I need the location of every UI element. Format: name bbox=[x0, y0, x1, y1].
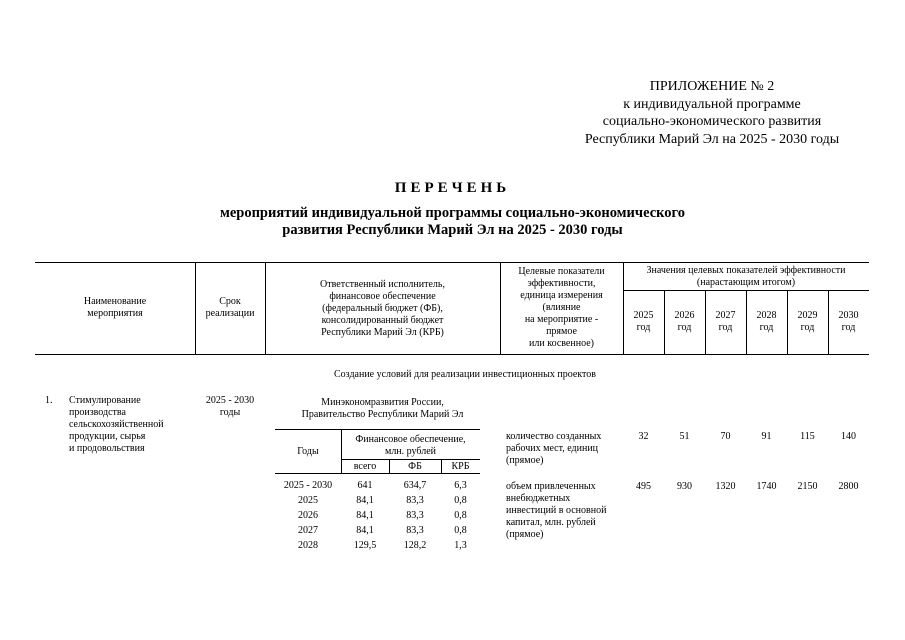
header-values bbox=[623, 265, 869, 289]
row-name-line: продукции, сырья bbox=[69, 431, 146, 442]
subtitle-line-2: развития Республики Марий Эл на 2025 - 2030 годы bbox=[282, 222, 623, 238]
finance-row-total: 84,1 bbox=[356, 510, 374, 521]
indicator-text-line: внебюджетных bbox=[506, 493, 571, 504]
finance-row-fb: 634,7 bbox=[403, 480, 427, 491]
document-title: ПЕРЕЧЕНЬ bbox=[394, 180, 511, 196]
row-period-line: 2025 - 2030 bbox=[205, 395, 255, 406]
indicator-text-line: инвестиций в основной bbox=[506, 505, 607, 516]
header-indicators-line: эффективности, bbox=[527, 278, 596, 289]
header-name-line: Наименование bbox=[83, 296, 147, 307]
finance-row-krb: 0,8 bbox=[454, 510, 467, 521]
finance-row-fb: 128,2 bbox=[403, 540, 427, 551]
header-year-value: 2030 bbox=[838, 310, 859, 321]
finance-row-fb: 83,3 bbox=[406, 510, 424, 521]
header-indicators bbox=[500, 266, 623, 350]
finance-header-total: всего bbox=[353, 461, 377, 472]
indicator-value: 930 bbox=[677, 481, 692, 492]
indicator-text-line: объем привлеченных bbox=[506, 481, 596, 492]
header-period-line: реализации bbox=[205, 308, 255, 319]
finance-header-funding-line: млн. рублей bbox=[384, 446, 437, 457]
header-indicators-line: на мероприятие - bbox=[524, 314, 599, 325]
finance-header-bottom bbox=[275, 473, 480, 474]
section-title: Создание условий для реализации инвестиционных проектов bbox=[334, 369, 596, 380]
finance-row-krb: 0,8 bbox=[454, 495, 467, 506]
finance-row-fb: 83,3 bbox=[406, 525, 424, 536]
indicator-text-line: количество созданных bbox=[506, 431, 602, 442]
header-period-line: Срок bbox=[219, 296, 241, 307]
indicator-text bbox=[506, 431, 622, 467]
row-name-line: производства bbox=[69, 407, 126, 418]
table-top-border bbox=[35, 262, 869, 263]
header-year-value: 2026 bbox=[674, 310, 695, 321]
header-indicators-line: (влияние bbox=[542, 302, 581, 313]
header-year-word: год bbox=[636, 322, 651, 333]
indicator-text-line: рабочих мест, единиц bbox=[506, 443, 599, 454]
header-year-word: год bbox=[759, 322, 774, 333]
appendix-line-3: социально-экономического развития bbox=[602, 114, 822, 129]
indicator-value: 70 bbox=[720, 431, 731, 442]
row-name bbox=[69, 395, 194, 455]
header-year bbox=[623, 310, 664, 334]
finance-row-krb: 6,3 bbox=[454, 480, 467, 491]
header-year-word: год bbox=[677, 322, 692, 333]
finance-header-funding-line: Финансовое обеспечение, bbox=[355, 434, 466, 445]
finance-row-krb: 1,3 bbox=[454, 540, 467, 551]
appendix-line-2: к индивидуальной программе bbox=[623, 96, 801, 112]
header-indicators-line: или косвенное) bbox=[529, 338, 594, 349]
appendix-line-1: ПРИЛОЖЕНИЕ № 2 bbox=[649, 79, 775, 94]
header-responsible bbox=[265, 279, 500, 339]
header-period bbox=[195, 296, 265, 320]
row-period-line: годы bbox=[219, 407, 241, 418]
indicator-value: 51 bbox=[679, 431, 690, 442]
indicator-value: 115 bbox=[800, 431, 815, 442]
finance-row-total: 84,1 bbox=[356, 495, 374, 506]
finance-row-year: 2025 bbox=[298, 495, 318, 506]
finance-row-total: 84,1 bbox=[356, 525, 374, 536]
finance-header-funding bbox=[341, 434, 480, 458]
finance-row-year: 2028 bbox=[298, 540, 318, 551]
header-indicators-line: единица измерения bbox=[520, 290, 603, 301]
indicator-value: 140 bbox=[841, 431, 856, 442]
indicator-text-line: капитал, млн. рублей bbox=[506, 517, 596, 528]
row-name-line: сельскохозяйственной bbox=[69, 419, 164, 430]
table-header-bottom-border bbox=[35, 354, 869, 355]
indicator-text-line: (прямое) bbox=[506, 455, 544, 466]
indicator-text bbox=[506, 481, 622, 541]
row-period bbox=[195, 395, 265, 419]
row-name-line: Стимулирование bbox=[69, 395, 141, 406]
finance-row-year: 2026 bbox=[298, 510, 318, 521]
indicator-value: 1740 bbox=[756, 481, 777, 492]
header-year-value: 2028 bbox=[756, 310, 777, 321]
finance-row-fb: 83,3 bbox=[406, 495, 424, 506]
indicator-text-line: (прямое) bbox=[506, 529, 544, 540]
header-responsible-line: Ответственный исполнитель, bbox=[320, 279, 445, 290]
subtitle-line-1: мероприятий индивидуальной программы социально-экономического bbox=[219, 205, 686, 221]
header-responsible-line: (федеральный бюджет (ФБ), bbox=[322, 303, 443, 314]
finance-header-krb: КРБ bbox=[451, 461, 470, 472]
header-year bbox=[828, 310, 869, 334]
finance-row-year: 2025 - 2030 bbox=[283, 480, 333, 491]
indicator-value: 2800 bbox=[838, 481, 859, 492]
row-name-line: и продовольствия bbox=[69, 443, 145, 454]
finance-sub-border bbox=[341, 459, 480, 460]
header-year-value: 2027 bbox=[715, 310, 736, 321]
header-values-line: (нарастающим итогом) bbox=[696, 277, 796, 288]
row-responsible-line: Правительство Республики Марий Эл bbox=[301, 409, 464, 420]
finance-top-border bbox=[275, 429, 480, 430]
appendix-block bbox=[567, 78, 857, 148]
header-year-word: год bbox=[841, 322, 856, 333]
header-responsible-line: консолидированный бюджет bbox=[321, 315, 444, 326]
finance-row-year: 2027 bbox=[298, 525, 318, 536]
header-indicators-line: прямое bbox=[546, 326, 577, 337]
header-year-word: год bbox=[800, 322, 815, 333]
header-name-line: мероприятия bbox=[87, 308, 143, 319]
indicator-value: 32 bbox=[638, 431, 649, 442]
indicator-value: 2150 bbox=[797, 481, 818, 492]
document-subtitle bbox=[0, 205, 905, 239]
row-responsible-line: Минэкономразвития России, bbox=[321, 397, 444, 408]
finance-row-krb: 0,8 bbox=[454, 525, 467, 536]
header-year bbox=[746, 310, 787, 334]
header-responsible-line: финансовое обеспечение bbox=[329, 291, 436, 302]
header-year bbox=[664, 310, 705, 334]
header-responsible-line: Республики Марий Эл (КРБ) bbox=[321, 327, 444, 338]
header-year-value: 2029 bbox=[797, 310, 818, 321]
header-values-line: Значения целевых показателей эффективности bbox=[646, 265, 846, 276]
row-number: 1. bbox=[45, 395, 53, 406]
header-year bbox=[787, 310, 828, 334]
header-year-value: 2025 bbox=[633, 310, 654, 321]
header-year-word: год bbox=[718, 322, 733, 333]
appendix-line-4: Республики Марий Эл на 2025 - 2030 годы bbox=[584, 131, 840, 147]
header-name bbox=[35, 296, 195, 320]
row-responsible bbox=[265, 397, 500, 421]
header-indicators-line: Целевые показатели bbox=[518, 266, 605, 277]
finance-header-fb: ФБ bbox=[408, 461, 422, 472]
indicator-value: 1320 bbox=[715, 481, 736, 492]
indicator-value: 495 bbox=[636, 481, 651, 492]
indicator-value: 91 bbox=[761, 431, 772, 442]
header-year bbox=[705, 310, 746, 334]
finance-header-years: Годы bbox=[297, 446, 319, 457]
finance-row-total: 129,5 bbox=[353, 540, 377, 551]
finance-row-total: 641 bbox=[357, 480, 373, 491]
